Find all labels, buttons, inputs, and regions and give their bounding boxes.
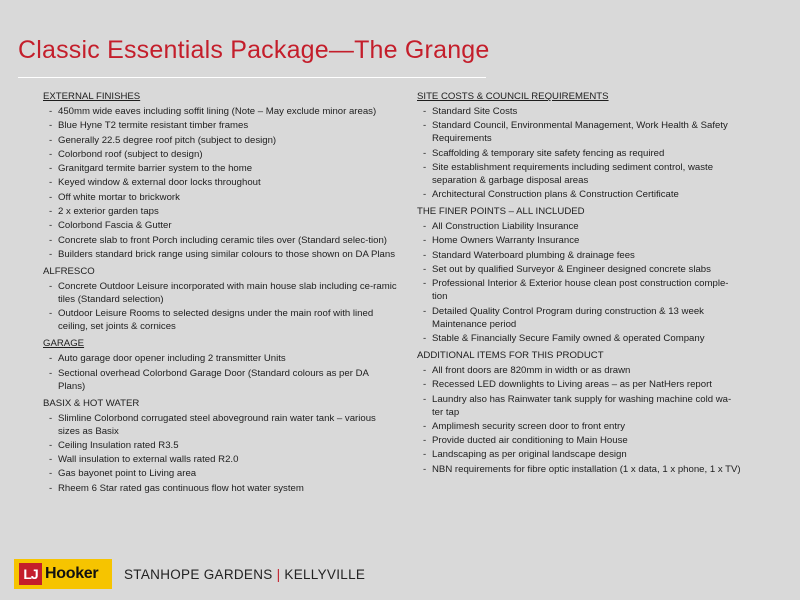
list-item: - Detailed Quality Control Program during construction & 13 week Maintenance period xyxy=(417,305,742,331)
list-item: - Generally 22.5 degree roof pitch (subject to design) xyxy=(43,134,398,147)
footer xyxy=(14,559,365,589)
office-right: KELLYVILLE xyxy=(284,566,366,582)
section xyxy=(43,265,398,333)
item-list xyxy=(43,280,398,333)
section xyxy=(43,90,398,261)
list-item: - Keyed window & external door locks throughout xyxy=(43,176,398,189)
list-item: - Professional Interior & Exterior house clean post construction comple-tion xyxy=(417,277,742,303)
list-item: - Scaffolding & temporary site safety fencing as required xyxy=(417,147,742,160)
list-item: - Standard Waterboard plumbing & drainage fees xyxy=(417,249,742,262)
item-list xyxy=(43,352,398,392)
section xyxy=(43,397,398,495)
list-item: - 450mm wide eaves including soffit lining (Note – May exclude minor areas) xyxy=(43,105,398,118)
list-item: - Builders standard brick range using similar colours to those shown on DA Plans xyxy=(43,248,398,261)
list-item: - Standard Council, Environmental Management, Work Health & Safety Requirements xyxy=(417,119,742,145)
title-divider xyxy=(18,77,486,78)
list-item: - Sectional overhead Colorbond Garage Door (Standard colours as per DA Plans) xyxy=(43,367,398,393)
office-name xyxy=(124,567,365,582)
item-list xyxy=(43,105,398,261)
list-item: - Granitgard termite barrier system to the home xyxy=(43,162,398,175)
section-heading: THE FINER POINTS – ALL INCLUDED xyxy=(417,206,585,218)
right-column xyxy=(417,90,742,480)
list-item: - 2 x exterior garden taps xyxy=(43,205,398,218)
office-left: STANHOPE GARDENS xyxy=(124,566,273,582)
list-item: - All front doors are 820mm in width or as drawn xyxy=(417,364,742,377)
item-list xyxy=(43,412,398,495)
list-item: - Amplimesh security screen door to front entry xyxy=(417,420,742,433)
list-item: - Home Owners Warranty Insurance xyxy=(417,234,742,247)
section xyxy=(43,337,398,392)
list-item: - Landscaping as per original landscape design xyxy=(417,448,742,461)
item-list xyxy=(417,364,742,476)
list-item: - Rheem 6 Star rated gas continuous flow hot water system xyxy=(43,482,398,495)
left-column xyxy=(43,90,398,499)
office-separator: | xyxy=(276,566,281,582)
logo-wordmark: Hooker xyxy=(45,565,99,582)
list-item: - NBN requirements for fibre optic installation (1 x data, 1 x phone, 1 x TV) xyxy=(417,463,742,476)
list-item: - Laundry also has Rainwater tank supply for washing machine cold wa-ter tap xyxy=(417,393,742,419)
list-item: - All Construction Liability Insurance xyxy=(417,220,742,233)
list-item: - Standard Site Costs xyxy=(417,105,742,118)
section-heading: ADDITIONAL ITEMS FOR THIS PRODUCT xyxy=(417,349,604,361)
section xyxy=(417,205,742,345)
list-item: - Stable & Financially Secure Family owned & operated Company xyxy=(417,332,742,345)
section-heading: GARAGE xyxy=(43,338,85,350)
list-item: - Colorbond roof (subject to design) xyxy=(43,148,398,161)
section-heading: BASIX & HOT WATER xyxy=(43,397,140,409)
section xyxy=(417,349,742,476)
list-item: - Architectural Construction plans & Construction Certificate xyxy=(417,188,742,201)
list-item: - Outdoor Leisure Rooms to selected designs under the main roof with lined ceiling, set joints & cornices xyxy=(43,307,398,333)
item-list xyxy=(417,220,742,345)
list-item: - Recessed LED downlights to Living areas – as per NatHers report xyxy=(417,378,742,391)
list-item: - Ceiling Insulation rated R3.5 xyxy=(43,439,398,452)
list-item: - Blue Hyne T2 termite resistant timber frames xyxy=(43,119,398,132)
list-item: - Site establishment requirements including sediment control, waste separation & garbage disposal areas xyxy=(417,161,742,187)
list-item: - Slimline Colorbond corrugated steel aboveground rain water tank – various sizes as Basix xyxy=(43,412,398,438)
section-heading: ALFRESCO xyxy=(43,265,95,277)
section xyxy=(417,90,742,201)
list-item: - Concrete slab to front Porch including ceramic tiles over (Standard selec-tion) xyxy=(43,234,398,247)
lj-hooker-logo xyxy=(14,559,112,589)
section-heading: EXTERNAL FINISHES xyxy=(43,91,141,102)
item-list xyxy=(417,105,742,201)
list-item: - Colorbond Fascia & Gutter xyxy=(43,219,398,232)
page-title: Classic Essentials Package—The Grange xyxy=(18,36,490,64)
list-item: - Gas bayonet point to Living area xyxy=(43,467,398,480)
list-item: - Set out by qualified Surveyor & Engineer designed concrete slabs xyxy=(417,263,742,276)
list-item: - Wall insulation to external walls rated R2.0 xyxy=(43,453,398,466)
list-item: - Off white mortar to brickwork xyxy=(43,191,398,204)
list-item: - Concrete Outdoor Leisure incorporated with main house slab including ce-ramic tiles (Standard selection) xyxy=(43,280,398,306)
section-heading: SITE COSTS & COUNCIL REQUIREMENTS xyxy=(417,91,609,102)
logo-mark: LJ xyxy=(19,563,42,585)
list-item: - Auto garage door opener including 2 transmitter Units xyxy=(43,352,398,365)
list-item: - Provide ducted air conditioning to Main House xyxy=(417,434,742,447)
